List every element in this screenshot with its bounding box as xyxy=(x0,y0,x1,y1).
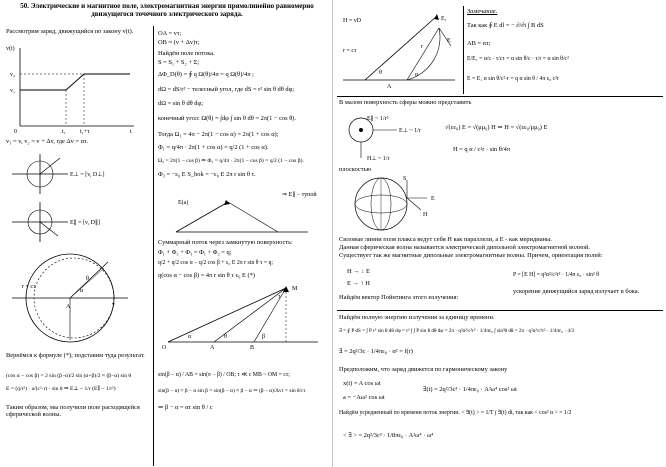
remark-line-3: E = E₁ α sin θ/c²·r = q α sin θ / 4π ε₀ c²r xyxy=(467,76,559,82)
tick-v2: v₂ xyxy=(10,72,16,78)
geo-label-tau: τ xyxy=(278,294,281,300)
col2-line-15: q/2 + q/2 cos α − q/2 cos β + ε₀ E 2π r sin θ τ = q; xyxy=(158,260,273,266)
col2-line-16: q(cos α − cos β) = 4π r sin θ τ ε₀ E (*) xyxy=(158,272,255,279)
sphere-text: В малом поверхность сферы можно представить xyxy=(339,99,472,106)
col2-line-3: S = S₁ + S₂ + Σ; xyxy=(158,59,200,66)
poynting-formula: P = [E H] = q²α²/c²r² · 1/4π ε₀ · sin² θ xyxy=(513,272,600,278)
col2-line-13: Суммарный поток через замкнутую поверхность: xyxy=(158,239,293,246)
col2-line-11: Φ₃ = −ε₀ E S_bok = −ε₀ E 2π r sin θ τ. xyxy=(158,171,256,178)
globe-label-h: H xyxy=(423,212,428,218)
geo-label-beta: β xyxy=(262,334,266,340)
harmonic-x: x(t) = A cos ωt xyxy=(343,380,381,387)
geo-label-o: O xyxy=(162,345,167,351)
tick-t1-tau: t₁+τ xyxy=(80,129,90,135)
intro-text: Рассмотрим заряд, движущийся по закону v(t). xyxy=(6,28,134,35)
col2-line-18: sin(β − α) ≈ β − α sin β = sin(β − α) ≈ β − α ⇒ (β − α)/Δvτ = sin θ/cτ xyxy=(158,388,306,394)
energy-rule xyxy=(337,310,663,311)
globe-label-s: S xyxy=(403,176,407,182)
geo-label-a: A xyxy=(210,345,215,351)
tick-v1: v₁ xyxy=(10,88,16,94)
remark-line-0: Так как ∮ E dl = − ∂/∂t ∫ B dS xyxy=(467,22,544,29)
orientation-h: H → ↓ E xyxy=(347,268,370,275)
globe-figure xyxy=(341,174,461,234)
remark-title: Замечание. xyxy=(467,8,498,15)
col2-line-19: ⇒ β − α = ατ sin θ / c xyxy=(158,404,213,411)
fig1-label-h: H = vD xyxy=(343,18,362,24)
paragraph-line-1: Данная сферическая волна называется электрической дипольной электромагнитной волной. xyxy=(339,244,590,251)
col2-line-14: Φ₁ + Φ₂ + Φ₃ = Φ₁ + Φ₂ = q; xyxy=(158,249,232,256)
ratio-formula: √(εε₀) E = √(μμ₀) H ⇒ H = √(εε₀/μμ₀) E xyxy=(445,124,548,131)
paragraph-line-2: Существует так же магнитные дипольные электромагнитные волны. Причем, ориентация полей: xyxy=(339,252,603,259)
sphere-label-eperp: E⊥ ~ 1/r xyxy=(399,128,421,134)
small-sphere-figure xyxy=(341,110,441,164)
plane-label: плоскостью xyxy=(339,166,372,173)
fig2-caption: E⊥ = [v, D⊥] xyxy=(70,172,105,178)
fig1-label-alpha: α xyxy=(415,72,419,78)
flux-fig-label-ea: E(a) xyxy=(178,200,189,206)
fig4-label-a: A xyxy=(66,304,71,310)
fig1-label-e: E xyxy=(447,38,451,44)
paragraph-line-0: Силовые линии поля плакса ведут себя H как параллели, а E - как меридианы. xyxy=(339,236,552,243)
h-formula: H = q α / c²r · sin θ/4π xyxy=(453,146,511,153)
fig1-label-a: A xyxy=(387,84,392,90)
geo-label-theta: θ xyxy=(224,334,227,340)
sphere-label-epar: E∥ ~ 1/r² xyxy=(367,116,389,122)
fig4-label-v: v xyxy=(112,302,115,308)
velocity-graph xyxy=(6,42,146,135)
fig3-caption: E∥ = [v, D∥] xyxy=(70,220,100,226)
fig4-label-theta: θ xyxy=(86,276,89,282)
cos-formula: (cos α − cos β) = 2 sin (β−α)/2 sin (α+β)/2 ≈ (β−α) sin θ xyxy=(6,373,132,379)
sphere-wave-figure xyxy=(8,248,148,348)
page-right xyxy=(333,0,666,467)
back-formula-text: Вернёмся к формуле (*); подставим туда результат. xyxy=(6,352,145,359)
col2-line-7: конечный угол: Ω(θ) = ∫dφ ∫ sin θ dθ = 2π(1 − cos θ). xyxy=(158,115,297,122)
avg-text: Найдём усредненный по времени поток энергии. < ∃(t) > = 1/T ∫ ∃(t) dt, так как < cos² α > = 1/2 xyxy=(339,410,572,416)
field-parallel-figure xyxy=(8,200,146,244)
flux-vector-figure xyxy=(158,182,330,238)
total-energy-text: Найдём полную энергию излучения за единицу времени. xyxy=(339,314,495,321)
remark-divider xyxy=(463,6,464,94)
harmonic-a: a = −Aω² cos ωt xyxy=(343,394,385,401)
energy-integral: ∃ = ∮ P dS = ∫ P r² sin θ dθ dφ = r² ∫ ∫ P sin θ dθ dφ = 2π · q²α²/c²r² · 1/4πε₀ ∫ sin³θ dθ = 2π · q²α²/c²r² · 1/4πε₀ · 4/3 xyxy=(339,328,574,334)
avg-result: < ∃ > = 2q²/3c³ · 1/8πε₀ · A²ω⁴ · ω⁴ xyxy=(343,432,434,439)
radiation-field-figure xyxy=(339,8,459,92)
col2-line-0: OA = vτ; xyxy=(158,30,182,37)
page-title: 50. Электрические и магнитное поле, электромагнитная энергия прямолинейно равномерно движущегося точечного электрического заряда. xyxy=(20,2,314,18)
tick-zero: 0 xyxy=(14,129,17,135)
fig1-label-r2: r xyxy=(421,44,423,50)
column-divider xyxy=(153,26,154,466)
geo-label-m: M xyxy=(292,286,298,292)
fig4-label-r: r = cτ xyxy=(22,284,36,290)
col2-line-9: Φ₁ = q/4π · 2π(1 + cos α) = q/2 (1 + cos α). xyxy=(158,144,269,151)
remark-bottom-rule xyxy=(337,96,663,97)
col2-line-4: ΔΦ_D(θ) = ∮ q Ω(θ)/4π = q Ω(θ)/4π ; xyxy=(158,71,254,78)
accel-note: ускорение движущийся заряд излучает в бока. xyxy=(513,288,640,295)
fig1-label-r: r = cτ xyxy=(343,48,357,54)
field-perp-figure xyxy=(8,150,146,198)
col2-line-2: Найдём поле потока. xyxy=(158,50,215,57)
axis-label-t: t xyxy=(130,129,132,135)
fig4-label-alpha: α xyxy=(80,288,84,294)
conclusion-text: Таким образом, мы получили поле расходящейся сферической волны. xyxy=(6,404,140,419)
geo-label-alpha: α xyxy=(188,334,192,340)
col2-line-1: OB ≈ (v + Δv)τ; xyxy=(158,39,200,46)
col2-line-10: Ω₂ = 2π(1 − cos β) ⇒ Φ₂ = q/4π · 2π(1 − cos β) = q/2 (1 − cos β). xyxy=(158,158,304,164)
geometry-figure xyxy=(158,282,330,350)
orientation-e: E → ↑ H xyxy=(347,280,370,287)
fig1-label-theta: θ xyxy=(379,70,382,76)
fig1-label-e1: E₁ xyxy=(441,16,447,22)
harmonic-energy: ∃(t) = 2q²/3c³ · 1/4πε₀ · A²ω⁴ cos² ωt xyxy=(423,386,517,393)
energy-result: ∃ = 2q²/3c · 1/4πε₀ · α² = f(r) xyxy=(339,348,413,355)
remark-line-2: E/E₁ = α/c · τ/cτ = α sin θ/c · τ/r = α sin θ/c² xyxy=(467,56,569,62)
velocity-line: v₁ = v, v₂ = v + Δv, где Δv = ατ. xyxy=(6,138,89,145)
col2-line-6: dΩ = sin θ dθ dφ; xyxy=(158,100,203,107)
remark-line-1: AB = ατ; xyxy=(467,40,491,47)
harmonic-intro: Предположим, что заряд движется по гармоническому закону xyxy=(339,366,508,373)
flux-fig-note: ⇒ E∥ − тупой xyxy=(282,192,317,198)
sphere-label-hperp: H⊥ ~ 1/r xyxy=(367,156,390,162)
globe-label-e: E xyxy=(431,196,435,202)
axis-label-v: v(t) xyxy=(6,46,15,52)
tick-t1: t₁ xyxy=(62,129,66,135)
col2-line-17: sin(β − α) / AB = sin(π − β) / OB; τ ≪ c MB ~ OM = cτ; xyxy=(158,372,290,378)
e-formula: E = (q/r²) · a/(c²·r) · sin θ ⇒ E⊥ ~ 1/r (E∥ ~ 1/r²) xyxy=(6,386,116,392)
col2-line-8: Тогда Ω₁ = 4π − 2π(1 − cos α) = 2π(1 + cos α); xyxy=(158,131,279,138)
geo-label-b: B xyxy=(250,345,255,351)
col2-line-5: dΩ = dS/r² − телесный угол, где dS = r² sin θ dθ dφ; xyxy=(158,86,295,93)
poynting-find: Найдём вектор Пойнтинга этого излучения: xyxy=(339,294,459,301)
